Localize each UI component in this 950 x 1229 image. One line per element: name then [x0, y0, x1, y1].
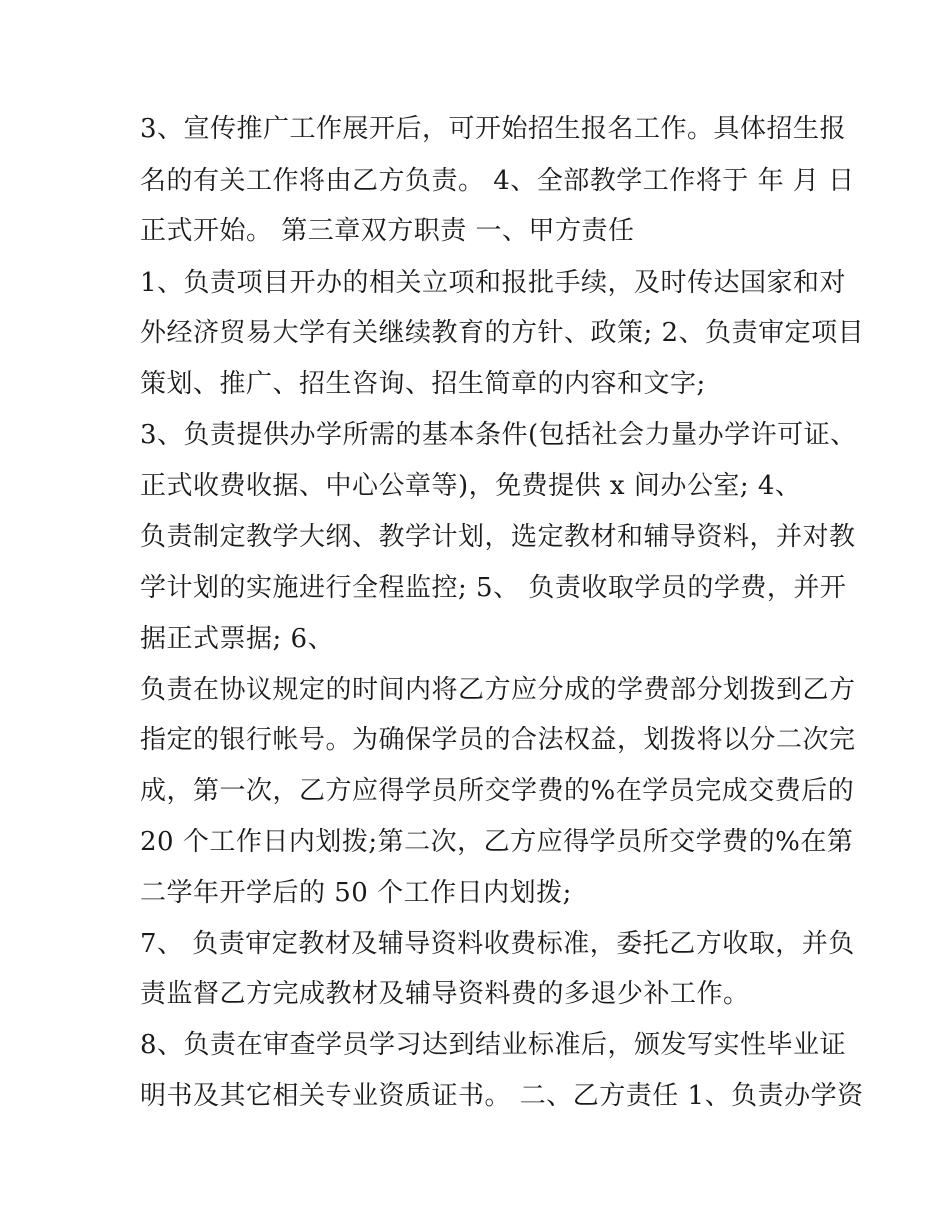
text-line: 成，第一次，乙方应得学员所交学费的%在学员完成交费后的: [140, 776, 855, 806]
text-line: 外经济贸易大学有关继续教育的方针、政策; 2、负责审定项目: [140, 318, 865, 348]
text-line: 3、负责提供办学所需的基本条件(包括社会力量办学许可证、: [140, 420, 857, 450]
text-line: 二学年开学后的 50 个工作日内划拨;: [140, 878, 572, 908]
text-line: 7、 负责审定教材及辅导资料收费标准，委托乙方收取，并负: [140, 929, 855, 959]
text-line: 3、宣传推广工作展开后，可开始招生报名工作。具体招生报: [140, 114, 847, 144]
text-line: 指定的银行帐号。为确保学员的合法权益，划拨将以分二次完: [140, 725, 856, 755]
text-line: 明书及其它相关专业资质证书。 二、乙方责任 1、负责办学资: [140, 1081, 864, 1111]
text-line: 负责在协议规定的时间内将乙方应分成的学费部分划拨到乙方: [140, 675, 856, 705]
text-line: 20 个工作日内划拨;第二次，乙方应得学员所交学费的%在第: [140, 827, 854, 857]
text-line: 名的有关工作将由乙方负责。 4、全部教学工作将于 年 月 日: [140, 166, 855, 196]
text-line: 责监督乙方完成教材及辅导资料费的多退少补工作。: [140, 979, 750, 1009]
text-line: 学计划的实施进行全程监控; 5、 负责收取学员的学费，并开: [140, 573, 847, 603]
text-line: 正式开始。 第三章双方职责 一、甲方责任: [140, 216, 635, 246]
text-line: 负责制定教学大纲、教学计划，选定教材和辅导资料，并对教: [140, 522, 856, 552]
text-line: 正式收费收据、中心公章等)，免费提供 x 间办公室; 4、: [140, 471, 802, 501]
text-line: 据正式票据; 6、: [140, 624, 335, 654]
text-line: 策划、推广、招生咨询、招生简章的内容和文字;: [140, 369, 706, 399]
text-line: 8、负责在审查学员学习达到结业标准后，颁发写实性毕业证: [140, 1030, 847, 1060]
text-line: 1、负责项目开办的相关立项和报批手续，及时传达国家和对: [140, 268, 847, 298]
